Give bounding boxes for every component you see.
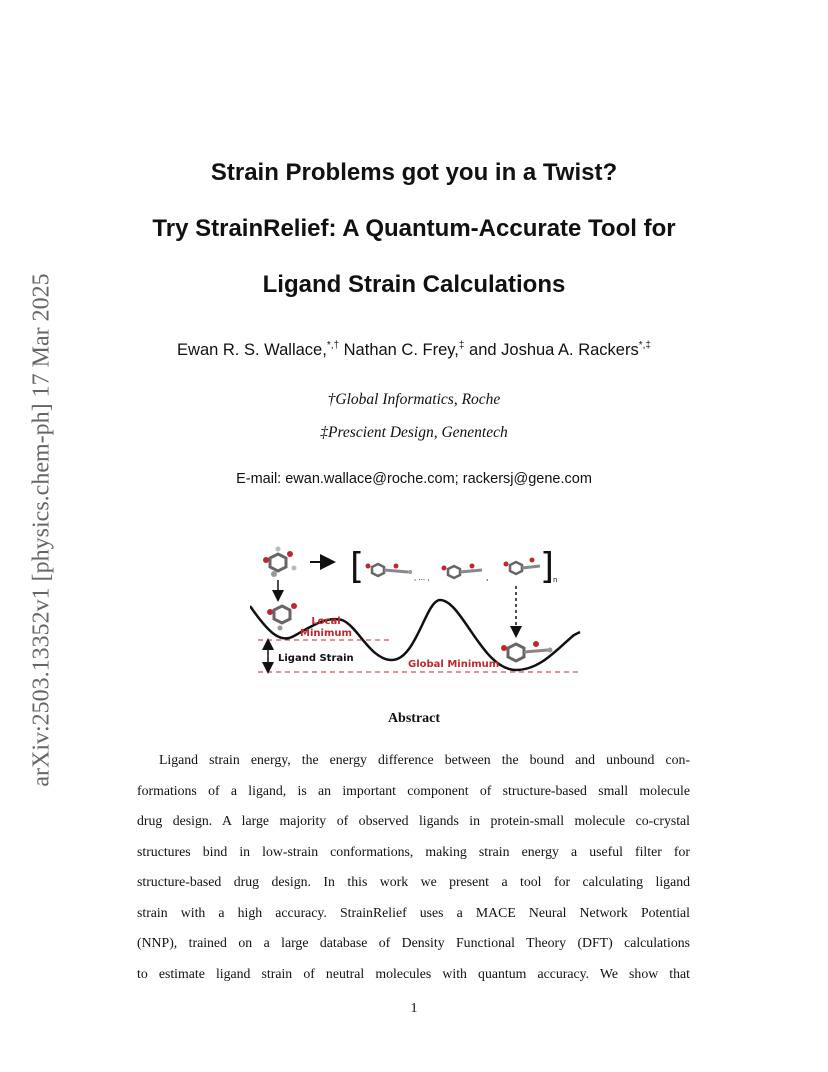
- author-conjunction: and: [469, 341, 497, 359]
- subscript-n: n: [553, 576, 558, 584]
- conformer-ellipsis: , ... ,: [414, 574, 430, 582]
- affiliation-roche: †Global Informatics, Roche: [327, 391, 501, 408]
- abstract-line: (NNP), trained on a large database of Density Functional Theory (DFT) calculations: [137, 935, 690, 950]
- molecule-icon-start: [263, 547, 297, 578]
- conformer-comma: ,: [486, 573, 489, 582]
- global-minimum-label: Global Minimum: [408, 659, 500, 670]
- abstract-body: [137, 745, 690, 989]
- paper-title-line-1: Strain Problems got you in a Twist?: [210, 159, 618, 186]
- abstract-line: structure-based drug design. In this work we present a tool for calculating ligand: [137, 874, 690, 889]
- abstract-line: Ligand strain energy, the energy difference between the bound and unbound con-: [159, 752, 690, 767]
- page-number: 1: [410, 1001, 418, 1016]
- abstract-line: to estimate ligand strain of neutral molecules with quantum accuracy. We show that: [137, 965, 690, 981]
- paper-title-line-3: Ligand Strain Calculations: [262, 271, 566, 298]
- author-rackers: Joshua A. Rackers: [501, 341, 639, 359]
- molecule-icon-conformer-2: [442, 564, 483, 579]
- molecule-icon-conformer-1: [366, 564, 413, 577]
- right-bracket-icon: ]: [540, 546, 555, 587]
- local-minimum-label-line-2: Minimum: [300, 628, 352, 639]
- left-bracket-icon: [: [350, 546, 365, 587]
- molecule-icon-conformer-3: [504, 558, 541, 575]
- arxiv-identifier: arXiv:2503.13352v1 [physics.chem-ph] 17 Mar 2025: [28, 273, 55, 787]
- graphical-abstract-figure: [250, 540, 590, 680]
- local-minimum-label-line-1: Local: [311, 616, 341, 627]
- abstract-line: formations of a ligand, is an important component of structure-based small molecule: [137, 782, 690, 798]
- molecule-icon-global-minimum: [501, 641, 553, 661]
- abstract-line: strain with a high accuracy. StrainRelief uses a MACE Neural Network Potential: [137, 904, 690, 920]
- author-list: [0, 340, 828, 360]
- abstract-line: drug design. A large majority of observed ligands in protein-small molecule co-crystal: [137, 813, 690, 828]
- abstract-heading: Abstract: [387, 711, 441, 726]
- affiliation-genentech: ‡Prescient Design, Genentech: [320, 424, 508, 441]
- author-rackers-marks: *,‡: [638, 340, 651, 351]
- author-frey: Nathan C. Frey,: [343, 341, 459, 359]
- paper-title-line-2: Try StrainRelief: A Quantum-Accurate Tool for: [152, 215, 676, 242]
- author-wallace: Ewan R. S. Wallace,: [177, 341, 327, 359]
- abstract-line: structures bind in low-strain conformations, making strain energy a useful filter for: [137, 843, 690, 859]
- molecule-icon-local-minimum: [267, 603, 297, 631]
- author-wallace-marks: *,†: [326, 340, 340, 351]
- ligand-strain-label: Ligand Strain: [278, 653, 354, 664]
- author-frey-marks: ‡: [458, 340, 465, 351]
- contact-email: E-mail: ewan.wallace@roche.com; rackersj@gene.com: [236, 471, 592, 487]
- energy-landscape-diagram: [250, 540, 590, 680]
